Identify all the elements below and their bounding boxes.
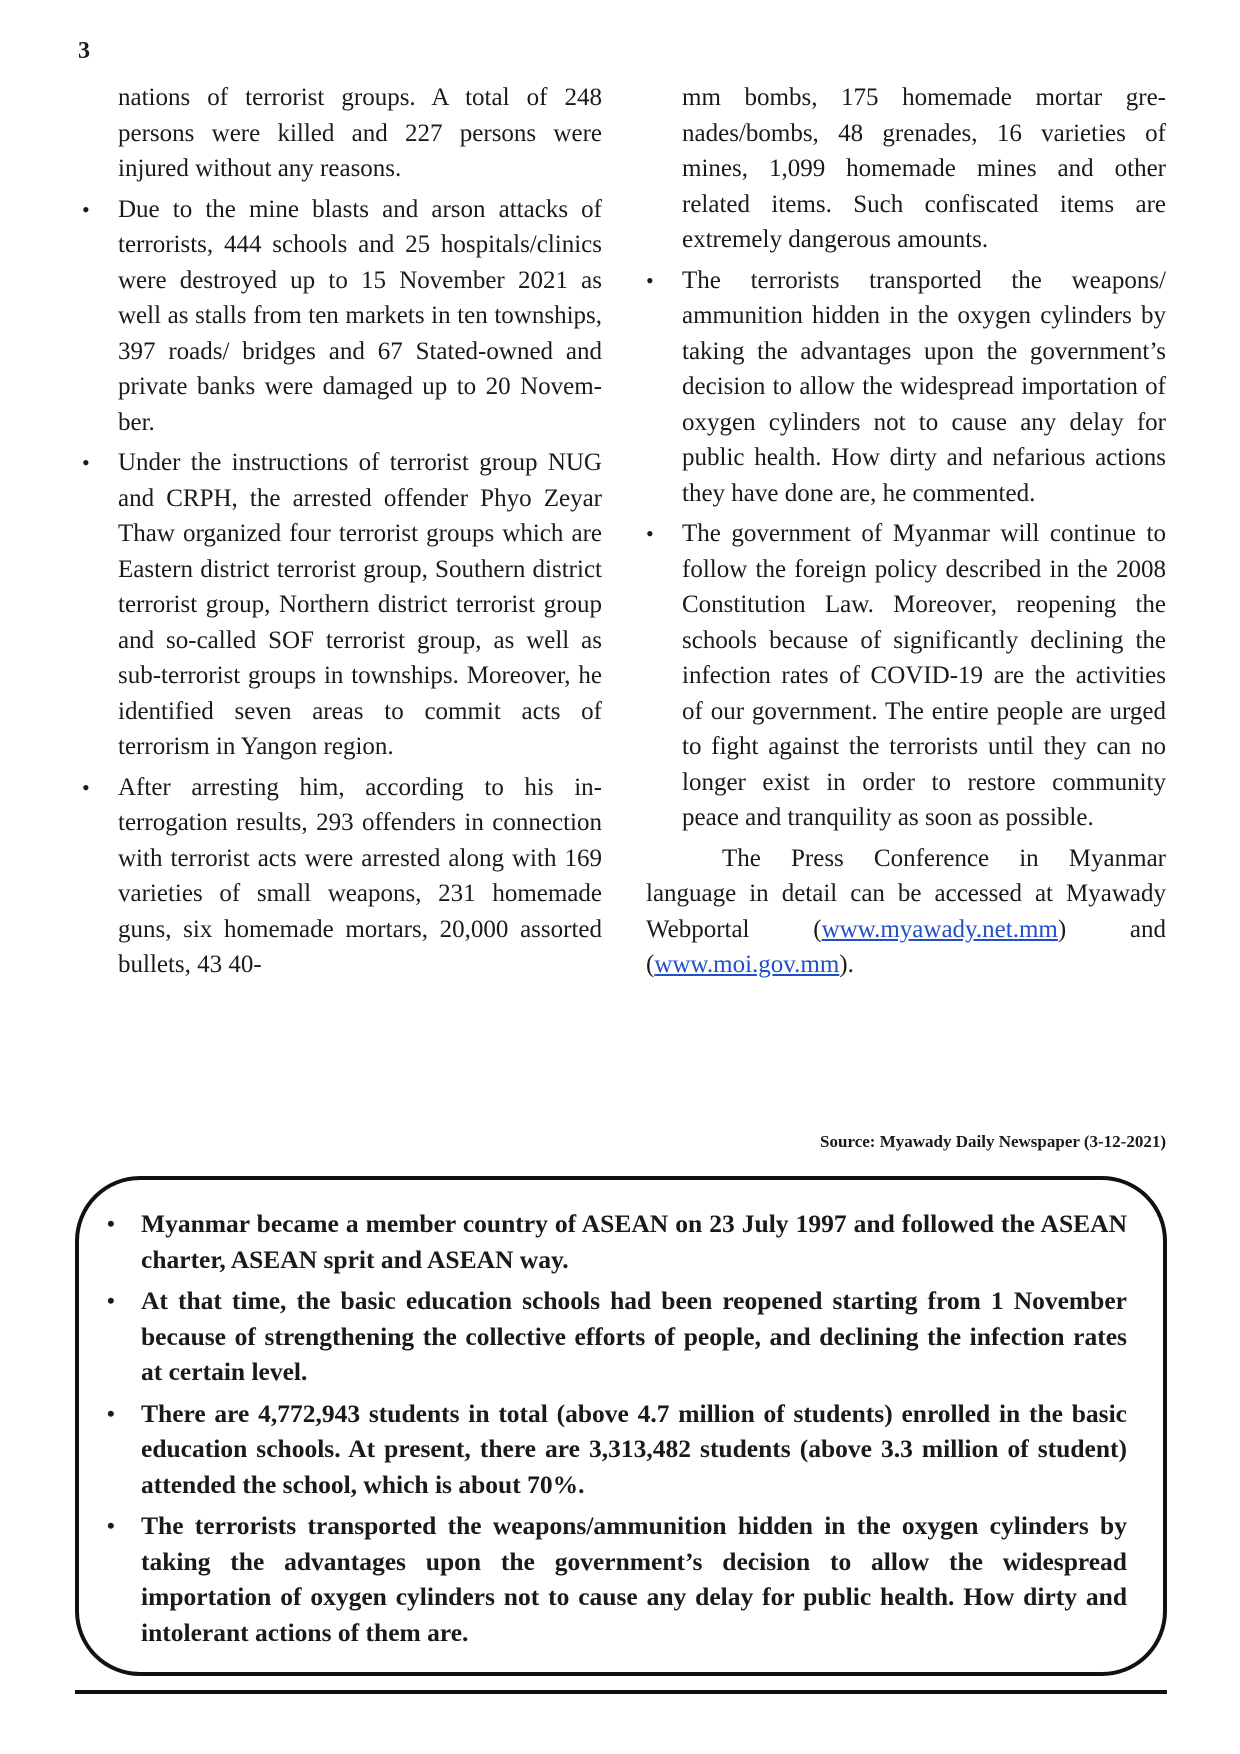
bottom-rule (75, 1690, 1167, 1694)
closing-paragraph (646, 841, 1166, 983)
closing-text-middle: ) and ( (646, 915, 1166, 978)
highlight-item-asean: • Myanmar became a member country of ASEAN on 23 July 1997 and followed the ASEAN charter, ASEAN sprit and ASEAN way. (107, 1206, 1127, 1277)
right-carryover-text: mm bombs, 175 homemade mortar grenades/bombs, 48 grenades, 16 varieties of mines, 1,099 homemade mines and other related items. Such confiscated items are extremely dangerous amounts. (682, 84, 1166, 253)
bullet-item-terrorist-groups: • Under the instructions of terrorist group NUG and CRPH, the arrested offender Phyo Zeyar Thaw organized four terrorist groups which are Eastern district terrorist group, Southern district terrorist group, Northern district terrorist group and so-called SOF terrorist group, as well as sub-terrorist groups in townships. Moreover, he identified seven areas to commit acts of terrorism in Yangon region. (82, 445, 602, 765)
bullet-item-mine-blasts: • Due to the mine blasts and arson attacks of terrorists, 444 schools and 25 hospitals/clinics were destroyed up to 15 November 2021 as well as stalls from ten markets in ten townships, 397 roads/ bridges and 67 Stated-owned and private banks were damaged up to 20 November. (82, 192, 602, 441)
left-carryover-text: nations of terrorist groups. A total of 248 persons were killed and 227 persons were injured without any reasons. (118, 84, 602, 182)
highlight-item-student-numbers: • There are 4,772,943 students in total (above 4.7 million of students) enrolled in the basic education schools. At present, there are 3,313,482 students (above 3.3 million of student) attended the school, which is about 70%. (107, 1396, 1127, 1503)
bullet-item-foreign-policy: • The government of Myanmar will continue to follow the foreign policy described in the 2008 Constitution Law. Moreover, reopening the schools because of significantly declining the infection rates of COVID-19 are the activities of our government. The entire people are urged to fight against the terrorists until they can no longer exist in order to restore community peace and tranquility as soon as possible. (646, 516, 1166, 836)
article-body (82, 80, 1166, 988)
bullet-item-oxygen-cylinders: • The terrorists transported the weapons/ ammunition hidden in the oxygen cylinders by taking the advantages upon the government’s decision to allow the widespread importation of oxygen cylinders not to cause any delay for public health. How dirty and nefarious actions they have done are, he commented. (646, 263, 1166, 512)
right-bullet-list (646, 80, 1166, 836)
myawady-link[interactable]: www.myawady.net.mm (821, 915, 1058, 943)
bullet-item-arrests: • After arresting him, according to his interrogation results, 293 offenders in connection with terrorist acts were arrested along with 169 varieties of small weapons, 231 homemade guns, six homemade mortars, 20,000 assorted bullets, 43 40- (82, 770, 602, 983)
closing-text-before: The Press Conference in Myanmar language in detail can be accessed at Myawady Webportal ( (646, 844, 1166, 943)
source-citation: Source: Myawady Daily Newspaper (3-12-2021) (820, 1132, 1166, 1151)
highlight-item-oxygen-cylinders: • The terrorists transported the weapons/ammunition hidden in the oxygen cylinders by taking the advantages upon the government’s decision to allow the widespread importation of oxygen cylinders not to cause any delay for public health. How dirty and intolerant actions of them are. (107, 1508, 1127, 1650)
highlight-item-schools-reopened: • At that time, the basic education schools had been reopened starting from 1 November because of strengthening the collective efforts of people, and declining the infection rates at certain level. (107, 1283, 1127, 1390)
left-bullet-list (82, 80, 602, 983)
moi-link[interactable]: www.moi.gov.mm (654, 951, 840, 978)
highlight-bullet-list (107, 1206, 1127, 1650)
right-column (646, 80, 1166, 988)
highlight-box (75, 1176, 1167, 1676)
left-column (82, 80, 602, 988)
page-number: 3 (78, 38, 90, 64)
closing-text-after: ). (839, 951, 854, 978)
